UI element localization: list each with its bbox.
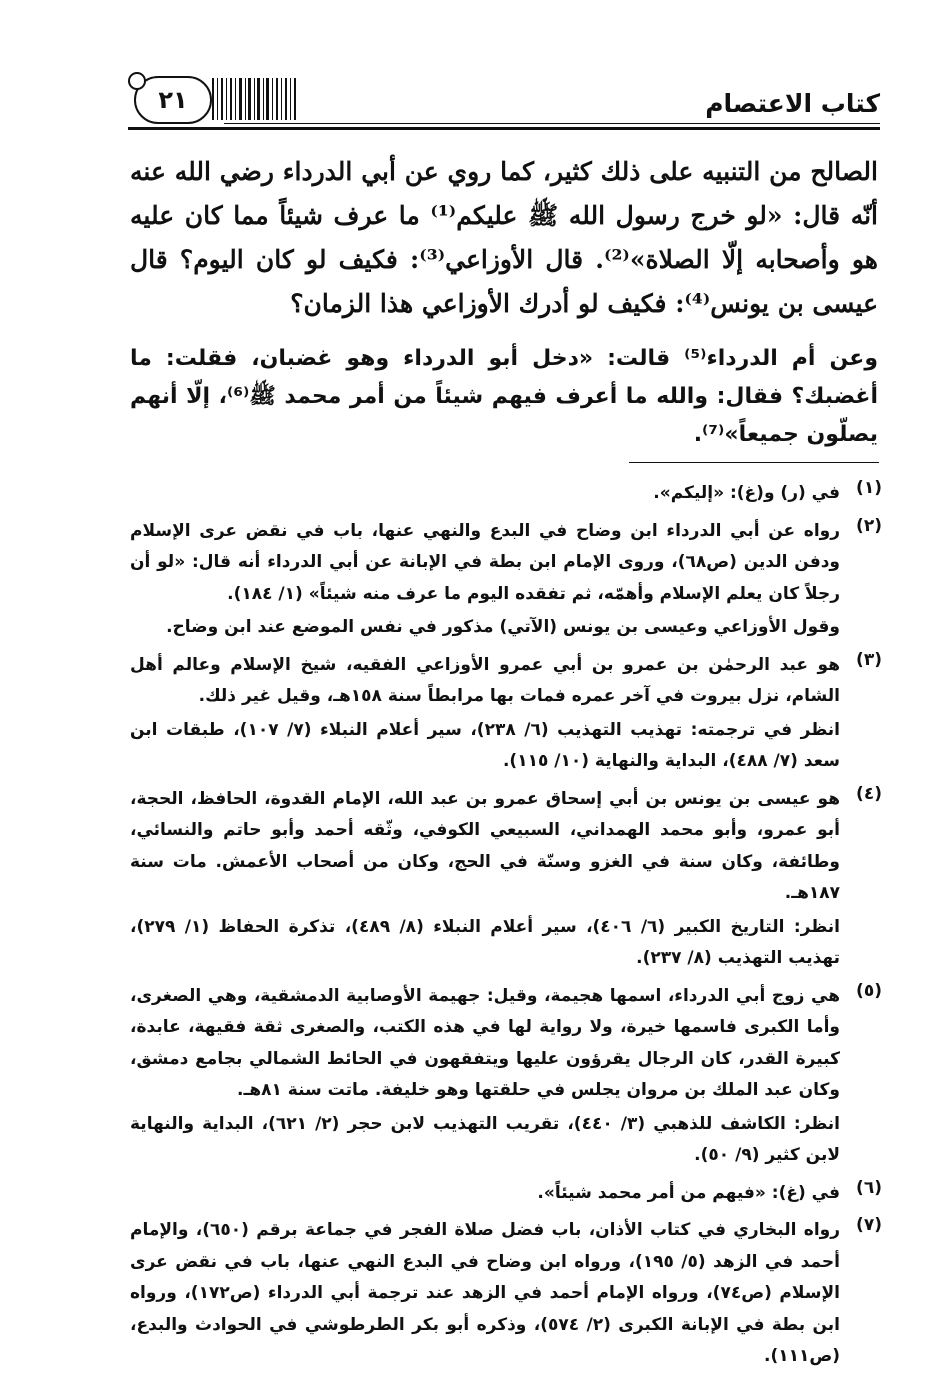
footnote-number: (٥) xyxy=(856,980,882,1001)
book-title: كتاب الاعتصام xyxy=(705,89,880,118)
footnote-number: (١) xyxy=(856,478,882,498)
footnote-text: انظر: الكاشف للذهبي (٣/ ٤٤٠)، تقريب التهذيب لابن حجر (٢/ ٦٢١)، البداية والنهاية لابن كثير (٩/ ٥٠). xyxy=(130,1113,840,1165)
footnote-number: (٦) xyxy=(856,1177,882,1198)
footnote xyxy=(130,650,882,778)
footnote-text: في (ر) و(غ): «إليكم». xyxy=(653,483,840,503)
page-header xyxy=(128,68,880,130)
footnote xyxy=(130,1178,882,1210)
header-rule-thin xyxy=(224,123,880,124)
footnote-text: هو عيسى بن يونس بن أبي إسحاق عمرو بن عبد الله، الإمام القدوة، الحافظ، الحجة، أبو عمرو، وأبو محمد الهمداني، السبيعي الكوفي، وثّقه أحمد وأبو حاتم والنسائي، وطائفة، وكان سنة في الغزو وسنّة في الحج، وكان من أصحاب الأعمش. مات سنة ١٨٧هـ. xyxy=(130,788,840,903)
main-paragraph: الصالح من التنبيه على ذلك كثير، كما روي عن أبي الدرداء رضي الله عنه أنّه قال: «لو خرج رسول الله ﷺ عليكم⁽¹⁾ ما عرف شيئاً مما كان عليه هو وأصحابه إلّا الصلاة»⁽²⁾. قال الأوزاعي⁽³⁾: فكيف لو كان اليوم؟ قال عيسى بن يونس⁽⁴⁾: فكيف لو أدرك الأوزاعي هذا الزمان؟ xyxy=(130,157,879,318)
header-rule xyxy=(128,127,880,130)
footnote-text: رواه البخاري في كتاب الأذان، باب فضل صلاة الفجر في جماعة برقم (٦٥٠)، والإمام أحمد في الزهد (٥/ ١٩٥)، ورواه ابن وضاح في البدع النهي عنها، باب في نقض عرى الإسلام (ص٧٤)، ورواه الإمام أحمد في الزهد عند ترجمة أبي الدرداء (ص١٧٢)، ورواه ابن بطة في الإبانة الكبرى (٢/ ٥٧٤)، وذكره أبو بكر الطرطوشي في الحوادث والبدع، (ص١١١). xyxy=(130,1220,840,1366)
footnote-text: هو عبد الرحمٰن بن عمرو بن أبي عمرو الأوزاعي الفقيه، شيخ الإسلام وعالم أهل الشام، نزل بيروت في آخر عمره فمات بها مرابطاً سنة ١٥٨هـ، وقيل غير ذلك. xyxy=(130,654,840,706)
main-paragraph: وعن أم الدرداء⁽⁵⁾ قالت: «دخل أبو الدرداء وهو غضبان، فقلت: ما أغضبك؟ فقال: والله ما أعرف فيهم شيئاً من أمر محمد ﷺ⁽⁶⁾، إلّا أنهم يصلّون جميعاً»⁽⁷⁾. xyxy=(130,346,879,447)
footnote xyxy=(130,784,882,975)
footnote-text: هي زوج أبي الدرداء، اسمها هجيمة، وقيل: جهيمة الأوصابية الدمشقية، وهي الصغرى، وأما الكبرى فاسمها خيرة، ولا رواية لها في هذه الكتب، والصغرى ثقة فقيهة، عابدة، كبيرة القدر، كان الرجال يقرؤون عليها ويتفقهون في الحائط الشمالي بجامع دمشق، وكان عبد الملك بن مروان يجلس في حلقتها وهو خليفة. ماتت سنة ٨١هـ. xyxy=(130,985,840,1100)
footnotes xyxy=(130,478,882,1379)
page-number-badge xyxy=(134,76,212,124)
header-ornament-bars xyxy=(212,78,296,120)
footnote-text: انظر في ترجمته: تهذيب التهذيب (٦/ ٢٣٨)، سير أعلام النبلاء (٧/ ١٠٧)، طبقات ابن سعد (٧/ ٤٨٨)، البداية والنهاية (١٠/ ١١٥). xyxy=(130,719,840,771)
main-text xyxy=(130,150,878,454)
footnote-divider xyxy=(629,462,879,463)
footnote-text: وقول الأوزاعي وعيسى بن يونس (الآتي) مذكور في نفس الموضع عند ابن وضاح. xyxy=(166,617,840,637)
footnote xyxy=(130,516,882,644)
footnote xyxy=(130,478,882,510)
footnote xyxy=(130,981,882,1172)
footnote-number: (٤) xyxy=(856,783,882,804)
footnote-text: رواه عن أبي الدرداء ابن وضاح في البدع والنهي عنها، باب في نقض عرى الإسلام ودفن الدين (ص٦٨)، وروى الإمام ابن بطة في الإبانة عن أبي الدرداء أنه قال: «لو أن رجلاً كان يعلم الإسلام وأهمّه، ثم تفقده اليوم ما عرف منه شيئاً» (١/ ١٨٤). xyxy=(130,520,840,604)
footnote-text: في (غ): «فيهم من أمر محمد شيئاً». xyxy=(537,1182,840,1203)
footnote-number: (٢) xyxy=(856,515,882,536)
footnote xyxy=(130,1215,882,1373)
footnote-number: (٣) xyxy=(856,649,882,670)
footnote-number: (٧) xyxy=(856,1215,882,1235)
footnote-text: انظر: التاريخ الكبير (٦/ ٤٠٦)، سير أعلام النبلاء (٨/ ٤٨٩)، تذكرة الحفاظ (١/ ٢٧٩)، تهذيب التهذيب (٨/ ٢٣٧). xyxy=(130,916,840,968)
page-number: ٢١ xyxy=(158,86,188,114)
